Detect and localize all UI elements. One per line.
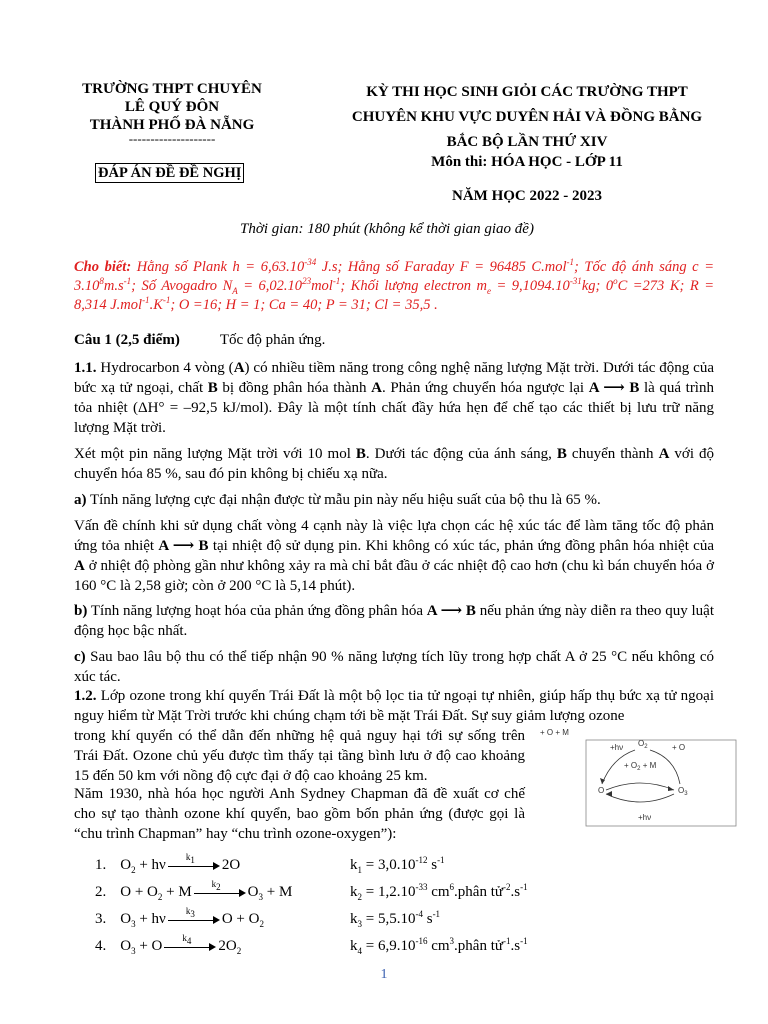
diagram-label: + O + M: [540, 728, 569, 737]
reaction-text: O: [247, 884, 259, 900]
rate-text: .s: [510, 884, 521, 900]
given-text: .K: [149, 297, 163, 313]
exam-line-1: KỲ THI HỌC SINH GIỎI CÁC TRƯỜNG THPT: [366, 84, 688, 100]
diagram-label: + O: [672, 743, 686, 752]
reaction-arrow: [168, 905, 220, 926]
exam-title: [312, 80, 742, 155]
rate-sup: -1: [520, 882, 528, 892]
reaction-4: [95, 932, 242, 956]
diagram-arrowhead: [606, 791, 612, 797]
given-sup: -1: [142, 295, 150, 306]
question-b: [74, 601, 714, 641]
given-sub: A: [232, 285, 238, 296]
diagram-label: O: [678, 786, 685, 795]
question-c: [74, 647, 714, 687]
paragraph-1-2: [74, 686, 714, 726]
rate-sup: -2: [503, 882, 511, 892]
rate-text: k: [350, 857, 358, 873]
rate-constant-1: [350, 857, 445, 874]
reaction-a-b: A ⟶ B: [158, 538, 209, 554]
rate-text: = 5,5.10: [362, 911, 416, 927]
given-sup: o: [613, 276, 618, 287]
reaction-text: + hν: [135, 857, 166, 873]
para-text: chuyển thành: [566, 446, 659, 462]
reaction-sub: 3: [131, 946, 136, 956]
reaction-text: + M: [263, 884, 293, 900]
reaction-number: 2.: [95, 884, 107, 900]
rate-text: cm: [427, 938, 450, 954]
given-text: m.s: [103, 278, 124, 294]
reaction-text: O + O: [221, 911, 260, 927]
rate-text: s: [427, 857, 438, 873]
para-text: Sau bao lâu bộ thu có thể tiếp nhận 90 % năng lượng tích lũy trong hợp chất A ở 25 °C nếu không có xúc tác.: [74, 649, 714, 685]
rate-sup: -33: [415, 882, 428, 892]
separator-dashes: --------------------: [128, 131, 216, 146]
rate-text: .phân tử: [454, 884, 504, 900]
rate-text: = 3,0.10: [362, 857, 416, 873]
exam-line-3: BẮC BỘ LẦN THỨ XIV: [446, 134, 608, 150]
rate-sup: -12: [415, 855, 428, 865]
svg-text:O2: [638, 739, 648, 750]
compound-b: B: [207, 380, 218, 396]
diagram-label: 2: [637, 766, 641, 772]
exam-line-2: CHUYÊN KHU VỰC DUYÊN HẢI VÀ ĐỒNG BẰNG: [351, 109, 703, 125]
compound-b: B: [556, 446, 567, 462]
para-text: ) có nhiều tiềm năng trong công nghệ năng lượng Mặt trời. Dưới tác động của bức xạ tử ngoại, chất: [74, 360, 715, 396]
question-1-heading: Câu 1 (2,5 điểm): [74, 332, 180, 348]
svg-text:O3: [678, 786, 688, 797]
reaction-sub: 2: [157, 892, 163, 902]
reaction-text: + M: [162, 884, 192, 900]
para-text: với độ chuyển hóa 85 %, sau đó pin không bị chiếu xạ nữa.: [74, 446, 715, 482]
exam-subject: Môn thi: HÓA HỌC - LỚP 11: [431, 154, 623, 170]
given-text: ; Khối lượng electron m: [340, 278, 487, 294]
given-sup: -31: [569, 276, 582, 287]
para-text: Lớp ozone trong khí quyển Trái Đất là một bộ lọc tia tử ngoại tự nhiên, giúp hấp thụ bức xạ tử ngoại nguy hiểm từ Mặt Trời trước khi chúng chạm tới bề mặt Trái Đất. Sự suy giảm lượng ozone: [74, 688, 714, 724]
para-text: . Dưới tác động của ánh sáng,: [365, 446, 557, 462]
given-sup: 8: [99, 276, 104, 287]
rate-text: cm: [427, 884, 450, 900]
given-text: mol: [311, 278, 333, 294]
diagram-label: +hν: [610, 743, 624, 752]
arrow-label-sub: 1: [190, 854, 195, 865]
rate-sub: 4: [357, 946, 362, 956]
reaction-text: O: [120, 857, 132, 873]
compound-a: A: [371, 380, 382, 396]
diagram-arrow: [606, 783, 674, 790]
reaction-1: [95, 851, 241, 875]
given-constants: [74, 258, 714, 315]
para-text: . Phản ứng chuyển hóa ngược lại: [381, 380, 589, 396]
reaction-sub: 2: [131, 865, 136, 875]
reaction-number: 3.: [95, 911, 107, 927]
given-sup: 23: [302, 276, 312, 287]
rate-sup: -1: [437, 855, 445, 865]
given-sup: -1: [162, 295, 171, 306]
reaction-text: O: [120, 938, 132, 954]
arrow-label: k: [182, 932, 187, 943]
paragraph-1-2-cont: trong khí quyển có thể dẫn đến những hệ quả nguy hại tới sự sống trên Trái Đất. Ozone chủ yếu được tìm thấy tại tầng bình lưu ở độ cao khoảng 15 đến 50 km với nồng độ cực đại ở độ cao khoảng 25 km.: [74, 728, 525, 784]
question-1-title: [74, 332, 325, 349]
paragraph-chapman: Năm 1930, nhà hóa học người Anh Sydney Chapman đã đề xuất cơ chế cho sự tạo thành ozone khí quyển, bao gồm bốn phản ứng (được gọi là “chu trình Chapman” hay “chu trình ozone-oxygen”):: [74, 786, 525, 842]
rate-sup: -16: [415, 936, 428, 946]
school-year: NĂM HỌC 2022 - 2023: [452, 188, 602, 204]
reaction-text: O + O: [120, 884, 158, 900]
reaction-text: O: [120, 911, 132, 927]
given-sub: e: [487, 285, 491, 296]
rate-text: = 1,2.10: [362, 884, 416, 900]
reaction-arrow: [194, 878, 246, 899]
paragraph-1-1-battery: [74, 444, 714, 484]
page-number: 1: [380, 967, 388, 982]
para-text: là quá trình tỏa nhiệt (ΔH° = –92,5 kJ/mol). Đây là một tính chất đầy hứa hẹn để chế tạo các thiết bị lưu trữ năng lượng Mặt trời.: [74, 380, 714, 436]
rate-text: = 6,9.10: [362, 938, 416, 954]
reaction-text: 2O: [221, 857, 241, 873]
rate-text: k: [350, 911, 358, 927]
reaction-3: [95, 905, 264, 929]
answer-key-label: ĐÁP ÁN ĐỀ ĐỀ NGHỊ: [95, 163, 244, 183]
given-text: ; Số Avogadro N: [131, 278, 233, 294]
arrow-label-sub: 4: [186, 935, 192, 946]
rate-constant-4: [350, 938, 528, 955]
reaction-a-b: A ⟶ B: [588, 380, 640, 396]
diagram-label: + O: [624, 761, 638, 770]
reaction-text: 2O: [218, 938, 237, 954]
given-sup: -1: [123, 276, 132, 287]
school-line-3: THÀNH PHỐ ĐÀ NẴNG: [89, 117, 255, 133]
rate-sub: 1: [357, 865, 362, 875]
rate-text: .s: [510, 938, 521, 954]
paragraph-catalyst: [74, 516, 714, 596]
diagram-label: 3: [684, 791, 688, 797]
paragraph-1-1: [74, 358, 714, 438]
rate-text: s: [422, 911, 433, 927]
reaction-2: [95, 878, 293, 902]
given-sup: -1: [332, 276, 341, 287]
reaction-sub: 2: [236, 946, 242, 956]
arrow-label-sub: 2: [216, 881, 221, 892]
given-text: kg; 0: [581, 278, 614, 294]
question-a: [74, 490, 714, 510]
para-text: Vấn đề chính khi sử dụng chất vòng 4 cạnh này là việc lựa chọn các hệ xúc tác để làm tăng tốc độ phản ứng tỏa nhiệt: [74, 518, 714, 554]
school-name: [62, 80, 282, 134]
para-text: tại nhiệt độ sử dụng pin. Khi không có xúc tác, phản ứng đồng phân hóa nhiệt của: [208, 538, 714, 554]
given-text: Hằng số Plank h = 6,63.10: [131, 259, 305, 275]
rate-text: k: [350, 884, 358, 900]
diagram-label: O: [598, 786, 605, 795]
rate-sup: 3: [449, 936, 455, 946]
question-label: c): [74, 649, 86, 665]
reaction-number: 4.: [95, 938, 107, 954]
para-text: ở nhiệt độ phòng gần như không xảy ra mà chỉ bắt đầu ở các nhiệt độ cao hơn (chu kì bán chuyển hóa ở 160 °C là 2,58 giờ; còn ở 200 °C là 5,14 phút).: [74, 558, 714, 594]
reaction-number: 1.: [95, 857, 107, 873]
arrow-label: k: [185, 851, 191, 862]
given-text: C =273 K; R = 8,314 J.mol: [74, 278, 714, 313]
given-text: = 9,1094.10: [491, 278, 570, 294]
reaction-text: + hν: [135, 911, 166, 927]
para-text: Tính năng lượng hoạt hóa của phản ứng đồng phân hóa: [87, 603, 427, 619]
given-text: = 6,02.10: [237, 278, 303, 294]
diagram-arrow: [606, 794, 674, 802]
given-text: ; O =16; H = 1; Ca = 40; P = 31; Cl = 35,5 .: [170, 297, 438, 313]
svg-text:+ O2 + M: [624, 761, 657, 772]
rate-sub: 2: [357, 892, 362, 902]
section-number: 1.1.: [74, 360, 97, 376]
section-number: 1.2.: [74, 688, 97, 704]
reaction-sub: 2: [259, 919, 264, 929]
para-text: nếu phản ứng này diễn ra theo quy luật động học bậc nhất.: [74, 603, 714, 639]
para-text: Tính năng lượng cực đại nhận được từ mẫu pin này nếu hiệu suất của bộ thu là 65 %.: [86, 492, 601, 508]
school-line-1: TRƯỜNG THPT CHUYÊN: [82, 81, 262, 97]
reaction-arrow: [168, 851, 220, 872]
reaction-text: + O: [135, 938, 163, 954]
arrow-label: k: [211, 878, 217, 889]
rate-constant-2: [350, 884, 528, 901]
diagram-arrowhead: [668, 786, 674, 791]
reaction-a-b: A ⟶ B: [426, 603, 476, 619]
rate-text: k: [350, 938, 358, 954]
rate-sup: -1: [503, 936, 511, 946]
reaction-sub: 3: [131, 919, 136, 929]
diagram-label: 2: [644, 744, 648, 750]
rate-sup: -4: [415, 909, 423, 919]
question-label: b): [74, 603, 88, 619]
diagram-box: [586, 740, 736, 826]
diagram-label: +hν: [638, 813, 652, 822]
rate-sup: -1: [432, 909, 441, 919]
school-line-2: LÊ QUÝ ĐÔN: [124, 99, 220, 115]
reaction-sub: 3: [258, 892, 264, 902]
given-sup: -34: [304, 257, 317, 268]
rate-constant-3: [350, 911, 440, 928]
question-label: a): [74, 492, 87, 508]
compound-a: A: [74, 558, 85, 574]
reaction-arrow: [164, 932, 216, 953]
rate-sup: -1: [520, 936, 528, 946]
given-sup: -1: [566, 257, 574, 268]
para-text: Xét một pin năng lượng Mặt trời với 10 mol: [74, 446, 356, 462]
rate-text: .phân tử: [454, 938, 504, 954]
diagram-label: O: [638, 739, 645, 748]
rate-sub: 3: [357, 919, 362, 929]
para-text: bị đồng phân hóa thành: [217, 380, 372, 396]
diagram-label: + M: [640, 761, 657, 770]
rate-sup: 6: [449, 882, 455, 892]
arrow-label: k: [185, 905, 191, 916]
arrow-label-sub: 3: [190, 908, 195, 919]
compound-a: A: [233, 360, 245, 376]
given-text: ; Tốc độ ánh sáng c = 3.10: [74, 259, 714, 294]
question-1-topic: Tốc độ phản ứng.: [219, 332, 326, 348]
exam-duration: Thời gian: 180 phút (không kể thời gian giao đề): [240, 221, 534, 237]
given-label: Cho biết:: [74, 259, 132, 275]
chapman-cycle-diagram: [540, 728, 740, 828]
para-text: Hydrocarbon 4 vòng (: [96, 360, 234, 376]
compound-b: B: [355, 446, 366, 462]
compound-a: A: [658, 446, 670, 462]
given-text: J.s; Hằng số Faraday F = 96485 C.mol: [316, 259, 567, 275]
